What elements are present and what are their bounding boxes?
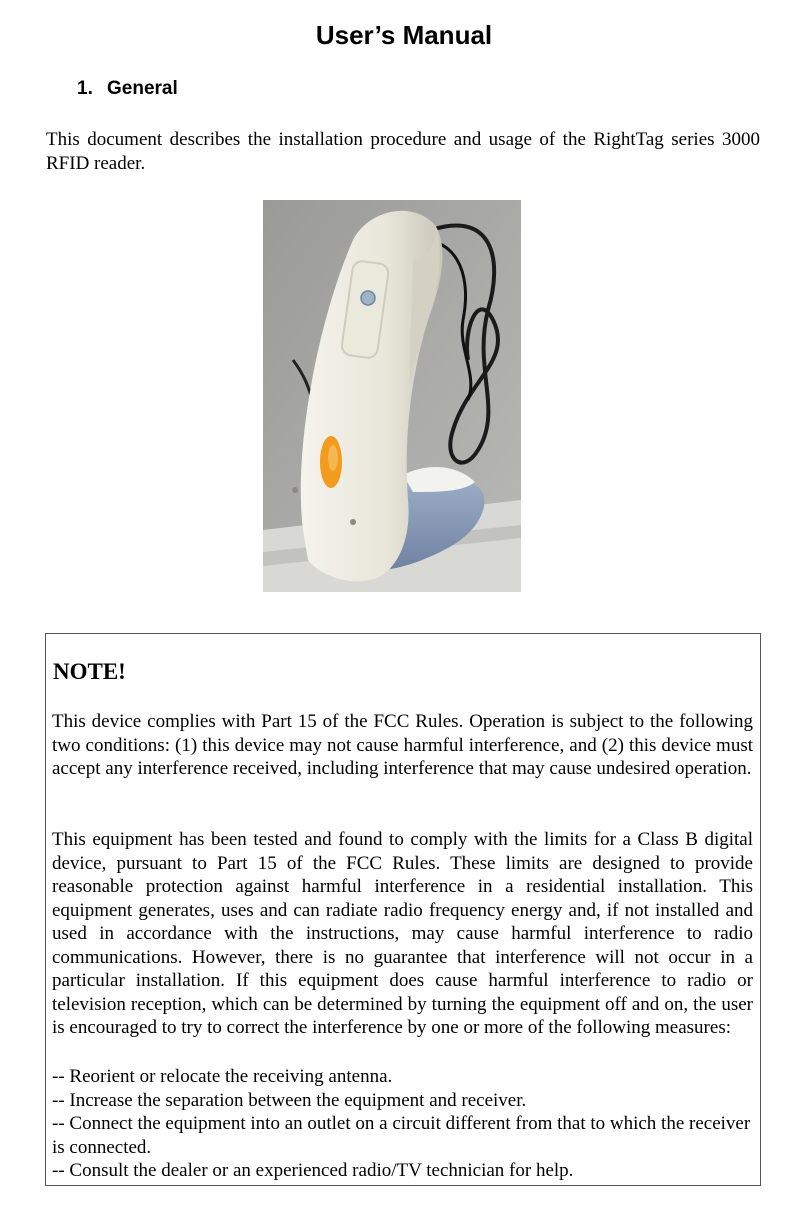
list-item: -- Consult the dealer or an experienced radio/TV technician for help. bbox=[52, 1160, 574, 1181]
rfid-reader-photo bbox=[263, 200, 521, 592]
note-paragraph-class-b: This equipment has been tested and found to comply with the limits for a Class B digital device, pursuant to Part 15 of the FCC Rules. These limits are designed to provide reasonable protection against harmful interference in a residential installation. This equipment generates, uses and can radiate radio frequency energy and, if not installed and used in accordance with the instructions, may cause harmful interference to radio communications. However, there is no guarantee that interference will not occur in a particular installation. If this equipment does cause harmful interference to radio or television reception, which can be determined by turning the equipment off and on, the user is encouraged to try to correct the interference by one or more of the following measures: bbox=[52, 829, 753, 1038]
list-item: -- Reorient or relocate the receiving antenna. bbox=[52, 1066, 393, 1087]
section-heading bbox=[77, 76, 178, 102]
section-title: General bbox=[107, 78, 178, 99]
intro-paragraph: This document describes the installation procedure and usage of the RightTag series 3000 RFID reader. bbox=[46, 129, 760, 174]
list-item: -- Increase the separation between the equipment and receiver. bbox=[52, 1089, 527, 1111]
page-title: User’s Manual bbox=[315, 20, 493, 50]
list-item: -- Connect the equipment into an outlet on a circuit different from that to which the receiver is connected. bbox=[52, 1113, 751, 1158]
note-paragraph-compliance: This device complies with Part 15 of the FCC Rules. Operation is subject to the following two conditions: (1) this device may not cause harmful interference, and (2) this device must accept any interference received, including interference that may cause undesired operation. bbox=[52, 711, 753, 779]
section-number: 1. bbox=[77, 78, 93, 99]
measures-list bbox=[52, 1065, 753, 1183]
rfid-logo bbox=[361, 291, 375, 305]
note-title: NOTE! bbox=[53, 659, 126, 684]
